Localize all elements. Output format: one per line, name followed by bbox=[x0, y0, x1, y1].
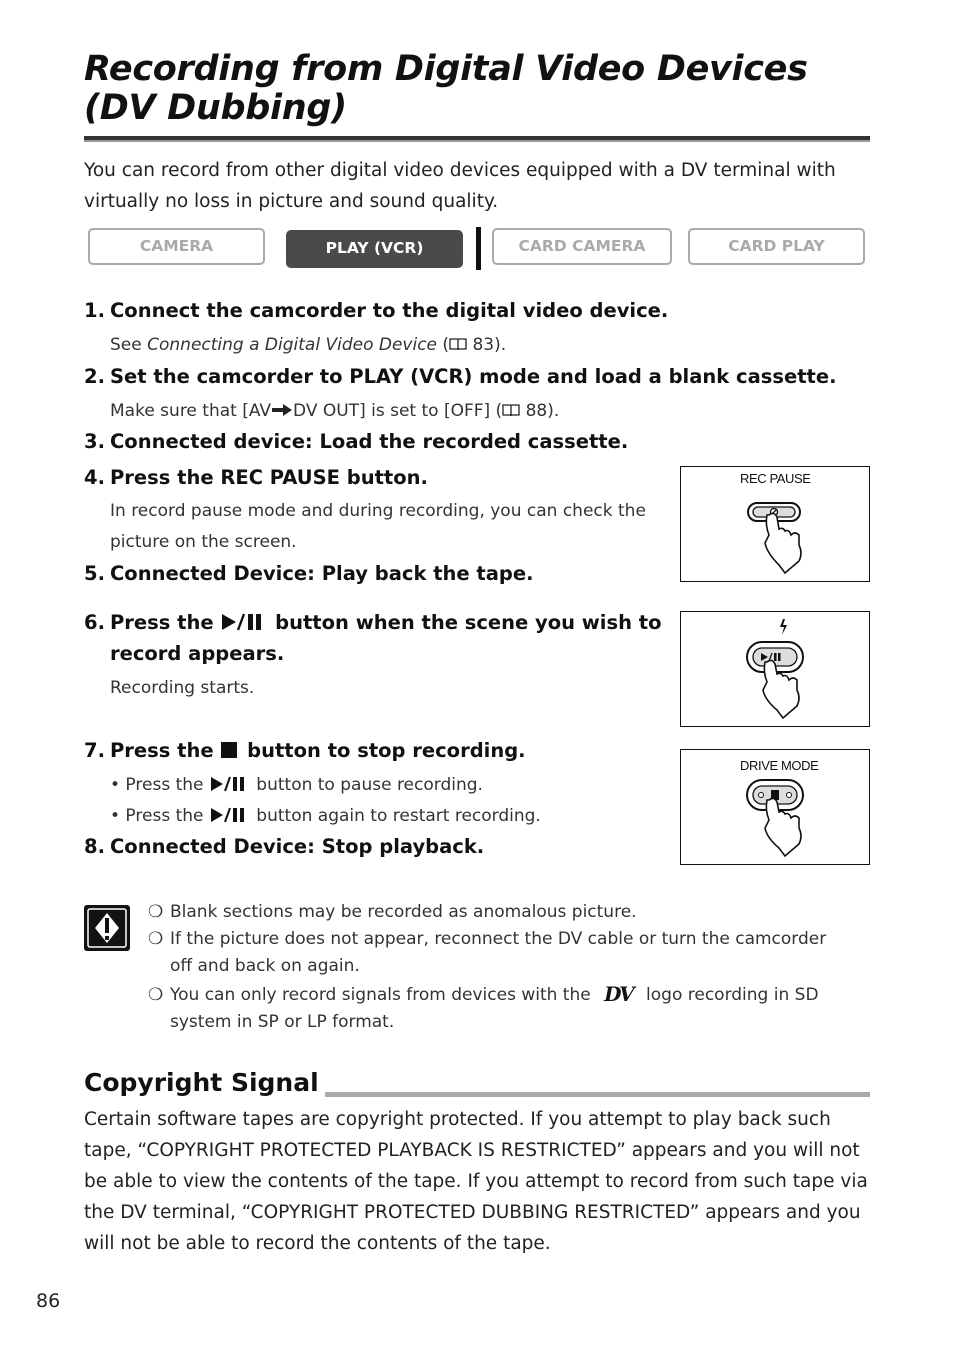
note-text: Blank sections may be recorded as anomalous picture. bbox=[170, 902, 637, 922]
step-number: 7. bbox=[84, 739, 105, 762]
step-number: 8. bbox=[84, 835, 105, 858]
step-4 bbox=[84, 462, 428, 493]
caution-icon bbox=[84, 905, 130, 951]
detail-text-mid: DV OUT] is set to [OFF] ( bbox=[293, 401, 503, 421]
hand-pressing-button-icon bbox=[741, 638, 813, 722]
detail-text-end: 83). bbox=[467, 335, 507, 355]
step-number: 6. bbox=[84, 611, 105, 634]
mode-card-camera: CARD CAMERA bbox=[492, 228, 672, 265]
step-number: 5. bbox=[84, 562, 105, 585]
step-7 bbox=[84, 735, 526, 766]
mode-play-vcr: PLAY (VCR) bbox=[286, 230, 463, 268]
note-text: If the picture does not appear, reconnect the DV cable or turn the camcorder bbox=[170, 929, 827, 949]
rec-pause-figure bbox=[680, 466, 870, 582]
note-3 bbox=[148, 981, 868, 1036]
step-text: Press the bbox=[110, 739, 221, 762]
section-title: Copyright Signal bbox=[84, 1068, 325, 1097]
step-text: Connected Device: Play back the tape. bbox=[110, 562, 534, 585]
step-2-detail bbox=[110, 396, 559, 427]
detail-text: See bbox=[110, 335, 148, 355]
play-pause-icon bbox=[209, 807, 251, 823]
bullet-text: • Press the bbox=[110, 806, 209, 826]
step-6-detail: Recording starts. bbox=[110, 678, 255, 698]
step-6-line2: record appears. bbox=[110, 642, 285, 665]
mode-camera: CAMERA bbox=[88, 228, 265, 265]
stop-icon bbox=[220, 741, 240, 759]
arrow-right-icon bbox=[271, 403, 293, 417]
dv-logo: DV bbox=[604, 982, 633, 1006]
lightning-icon bbox=[777, 618, 789, 636]
step-text: Press the REC PAUSE button. bbox=[110, 466, 428, 489]
step-5 bbox=[84, 558, 534, 589]
bullet-text: • Press the bbox=[110, 775, 209, 795]
book-icon bbox=[449, 338, 467, 351]
hand-pressing-button-icon bbox=[741, 776, 813, 860]
detail-text-end: 88). bbox=[520, 401, 560, 421]
step-number: 1. bbox=[84, 299, 105, 322]
exclamation-icon bbox=[84, 905, 130, 951]
page-title-line2: (DV Dubbing) bbox=[84, 88, 347, 128]
note-bullet: ❍ bbox=[148, 985, 164, 1005]
copyright-paragraph: Certain software tapes are copyright protected. If you attempt to play back such tape, “COPYRIGHT PROTECTED PLAYBACK IS RESTRICTED” appears and you will not be able to view the contents of the tape. If you attempt to record from such tape via the DV terminal, “COPYRIGHT PROTECTED DUBBING RESTRICTED” appears and you will not be able to record the contents of the tape. bbox=[84, 1109, 868, 1254]
step-3 bbox=[84, 426, 628, 457]
hand-pressing-button-icon bbox=[741, 495, 813, 577]
step-4-detail-line1: In record pause mode and during recording, you can check the bbox=[110, 501, 646, 521]
step-text: Set the camcorder to PLAY (VCR) mode and load a blank cassette. bbox=[110, 365, 837, 388]
intro-paragraph: You can record from other digital video devices equipped with a DV terminal with virtually no loss in picture and sound quality. bbox=[84, 160, 836, 212]
page-title-line1: Recording from Digital Video Devices bbox=[84, 49, 808, 89]
note-text-line2: system in SP or LP format. bbox=[170, 1012, 395, 1032]
detail-text: Make sure that [AV bbox=[110, 401, 272, 421]
note-bullet: ❍ bbox=[148, 902, 164, 922]
note-text-line2: off and back on again. bbox=[170, 956, 360, 976]
rec-pause-label: REC PAUSE bbox=[740, 471, 811, 486]
step-1-detail: See Connecting a Digital Video Device ( 83). bbox=[110, 335, 507, 355]
step-8 bbox=[84, 831, 484, 862]
step-1 bbox=[84, 295, 668, 326]
step-text-post: button to stop recording. bbox=[240, 739, 526, 762]
book-icon bbox=[502, 404, 520, 417]
step-text: Press the bbox=[110, 611, 221, 634]
note-text: You can only record signals from devices with the bbox=[170, 985, 591, 1005]
drive-mode-figure bbox=[680, 749, 870, 865]
note-2 bbox=[148, 926, 868, 980]
note-bullet: ❍ bbox=[148, 929, 164, 949]
bullet-text-post: button to pause recording. bbox=[250, 775, 483, 795]
play-pause-figure bbox=[680, 611, 870, 727]
note-1 bbox=[148, 899, 868, 926]
step-text: Connect the camcorder to the digital video device. bbox=[110, 299, 669, 322]
title-divider-shadow bbox=[84, 140, 870, 142]
step-text: Connected device: Load the recorded cassette. bbox=[110, 430, 629, 453]
play-pause-icon bbox=[220, 613, 268, 631]
play-pause-icon bbox=[209, 776, 251, 792]
step-number: 4. bbox=[84, 466, 105, 489]
bullet-text-post: button again to restart recording. bbox=[250, 806, 541, 826]
step-number: 3. bbox=[84, 430, 105, 453]
step-text: Connected Device: Stop playback. bbox=[110, 835, 485, 858]
drive-mode-label: DRIVE MODE bbox=[740, 758, 819, 773]
step-text-post: button when the scene you wish to bbox=[268, 611, 662, 634]
step-7-bullet-1 bbox=[110, 770, 483, 801]
step-4-detail-line2: picture on the screen. bbox=[110, 532, 297, 552]
reference-title: Connecting a Digital Video Device bbox=[147, 335, 438, 355]
page-number: 86 bbox=[36, 1290, 61, 1312]
step-6 bbox=[84, 607, 661, 638]
note-text-post: logo recording in SD bbox=[646, 985, 819, 1005]
page-title bbox=[84, 50, 884, 128]
step-2 bbox=[84, 361, 836, 392]
mode-card-play: CARD PLAY bbox=[688, 228, 865, 265]
mode-separator bbox=[476, 227, 481, 270]
step-7-bullet-2 bbox=[110, 801, 541, 832]
step-number: 2. bbox=[84, 365, 105, 388]
